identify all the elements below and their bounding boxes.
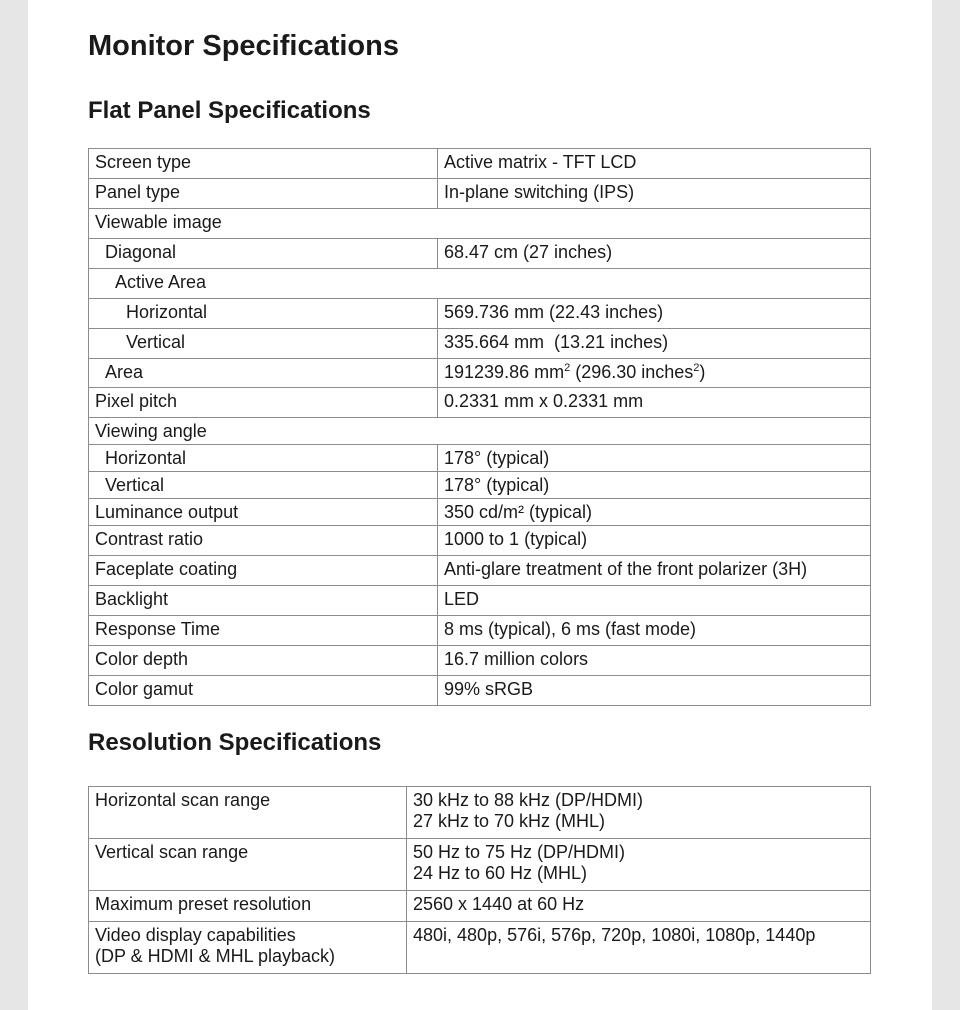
spec-value: 16.7 million colors — [438, 646, 871, 676]
table-row — [89, 239, 871, 269]
spec-value: 8 ms (typical), 6 ms (fast mode) — [438, 616, 871, 646]
page-title: Monitor Specifications — [88, 30, 399, 62]
spec-label: Vertical — [89, 472, 438, 499]
spec-value — [407, 787, 871, 839]
spec-label: Horizontal — [89, 445, 438, 472]
spec-value — [407, 891, 871, 922]
spec-value-line: 30 kHz to 88 kHz (DP/HDMI) — [413, 790, 644, 810]
spec-label: Area — [89, 359, 438, 388]
spec-label: Color depth — [89, 646, 438, 676]
table-row — [89, 646, 871, 676]
spec-value: In-plane switching (IPS) — [438, 179, 871, 209]
table-row — [89, 472, 871, 499]
spec-label-line: Video display capabilities — [95, 925, 296, 945]
spec-value: 178° (typical) — [438, 472, 871, 499]
table-row — [89, 269, 871, 299]
spec-label: Horizontal — [89, 299, 438, 329]
spec-label — [89, 787, 407, 839]
spec-label: Vertical — [89, 329, 438, 359]
spec-value: 569.736 mm (22.43 inches) — [438, 299, 871, 329]
flat-panel-table — [88, 148, 871, 706]
table-row — [89, 526, 871, 556]
spec-label — [89, 839, 407, 891]
spec-label: Luminance output — [89, 499, 438, 526]
spec-label: Contrast ratio — [89, 526, 438, 556]
table-row — [89, 891, 871, 922]
area-inches-value: (296.30 inches — [570, 362, 694, 382]
superscript: 2 — [693, 362, 700, 374]
table-row — [89, 556, 871, 586]
spec-value: Active matrix - TFT LCD — [438, 149, 871, 179]
spec-group-label: Active Area — [89, 269, 871, 299]
spec-group-label: Viewing angle — [89, 418, 871, 445]
resolution-table — [88, 786, 871, 974]
spec-label — [89, 891, 407, 922]
spec-group-label: Viewable image — [89, 209, 871, 239]
closing-paren: ) — [699, 362, 706, 382]
spec-value: 1000 to 1 (typical) — [438, 526, 871, 556]
flat-panel-heading: Flat Panel Specifications — [88, 97, 371, 124]
table-row — [89, 616, 871, 646]
spec-value: 350 cd/m² (typical) — [438, 499, 871, 526]
spec-label: Panel type — [89, 179, 438, 209]
table-row — [89, 445, 871, 472]
table-row — [89, 388, 871, 418]
spec-label: Pixel pitch — [89, 388, 438, 418]
spec-label: Faceplate coating — [89, 556, 438, 586]
spec-label: Backlight — [89, 586, 438, 616]
spec-label-line: (DP & HDMI & MHL playback) — [95, 946, 336, 966]
spec-value — [438, 359, 871, 388]
spec-value — [407, 839, 871, 891]
table-row — [89, 418, 871, 445]
spec-value-line: 2560 x 1440 at 60 Hz — [413, 894, 585, 914]
table-row — [89, 676, 871, 706]
spec-value-line: 27 kHz to 70 kHz (MHL) — [413, 811, 606, 831]
spec-label: Color gamut — [89, 676, 438, 706]
spec-label-line: Horizontal scan range — [95, 790, 271, 810]
table-row — [89, 586, 871, 616]
table-row — [89, 359, 871, 388]
table-row — [89, 149, 871, 179]
spec-label-line: Vertical scan range — [95, 842, 249, 862]
table-row — [89, 179, 871, 209]
spec-value: Anti-glare treatment of the front polarizer (3H) — [438, 556, 871, 586]
spec-value: 99% sRGB — [438, 676, 871, 706]
spec-value-line: 24 Hz to 60 Hz (MHL) — [413, 863, 588, 883]
table-row — [89, 787, 871, 839]
table-row — [89, 499, 871, 526]
spec-value: 178° (typical) — [438, 445, 871, 472]
table-row — [89, 839, 871, 891]
spec-label: Screen type — [89, 149, 438, 179]
spec-label: Response Time — [89, 616, 438, 646]
table-row — [89, 299, 871, 329]
table-row — [89, 922, 871, 974]
area-mm-value: 191239.86 mm — [444, 362, 565, 382]
spec-value-line: 50 Hz to 75 Hz (DP/HDMI) — [413, 842, 626, 862]
document-page — [28, 0, 932, 1010]
spec-label: Diagonal — [89, 239, 438, 269]
table-row — [89, 329, 871, 359]
spec-value: 335.664 mm (13.21 inches) — [438, 329, 871, 359]
spec-value: 68.47 cm (27 inches) — [438, 239, 871, 269]
spec-value: LED — [438, 586, 871, 616]
spec-value: 0.2331 mm x 0.2331 mm — [438, 388, 871, 418]
spec-label — [89, 922, 407, 974]
spec-value — [407, 922, 871, 974]
resolution-heading: Resolution Specifications — [88, 729, 382, 756]
spec-value-line: 480i, 480p, 576i, 576p, 720p, 1080i, 1080p, 1440p — [413, 925, 816, 945]
superscript: 2 — [564, 362, 571, 374]
table-row — [89, 209, 871, 239]
spec-label-line: Maximum preset resolution — [95, 894, 312, 914]
